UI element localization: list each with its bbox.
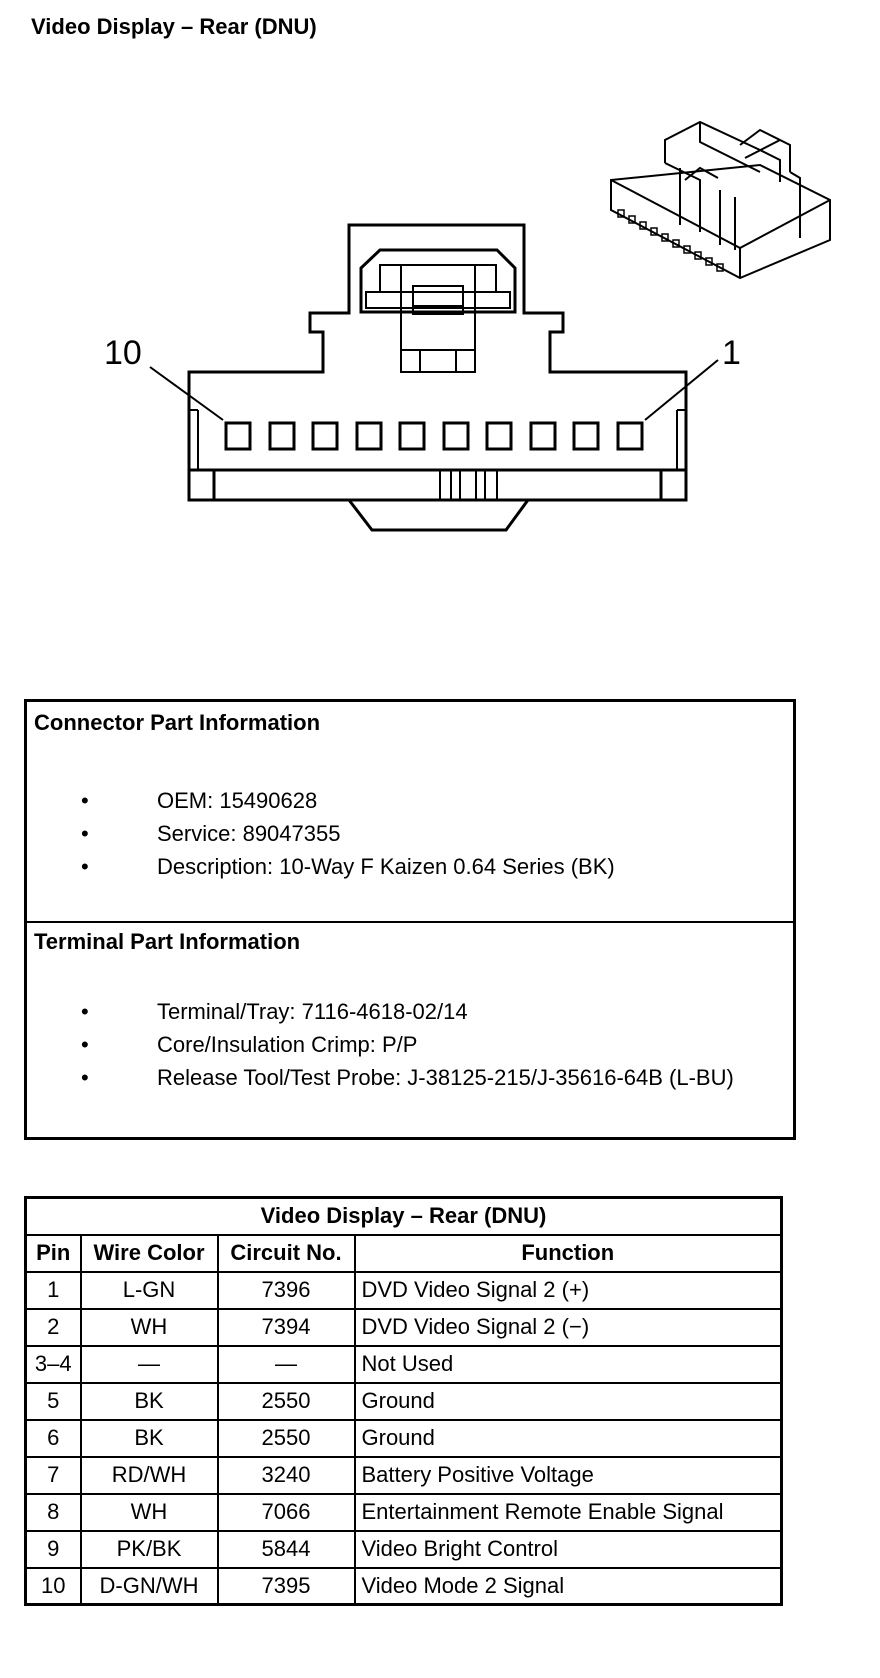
bullet-icon: • [81, 788, 89, 813]
cell-function: DVD Video Signal 2 (−) [355, 1309, 782, 1346]
column-header-circuit-no: Circuit No. [218, 1235, 355, 1272]
cell-function: Ground [355, 1420, 782, 1457]
bullet-icon: • [81, 1032, 89, 1057]
cell-wire-color: WH [81, 1309, 218, 1346]
cell-function: Ground [355, 1383, 782, 1420]
cell-pin: 1 [26, 1272, 81, 1309]
terminal-info-tool: Release Tool/Test Probe: J-38125-215/J-35616-64B (L-BU) [157, 1065, 734, 1090]
cell-wire-color: BK [81, 1420, 218, 1457]
terminal-info-crimp: Core/Insulation Crimp: P/P [157, 1032, 418, 1057]
connector-info-service: Service: 89047355 [157, 821, 341, 846]
cell-circuit-no: 7396 [218, 1272, 355, 1309]
part-information-box [24, 699, 796, 1140]
connector-info-description: Description: 10-Way F Kaizen 0.64 Series (BK) [157, 854, 615, 879]
cell-circuit-no: 5844 [218, 1531, 355, 1568]
page-title: Video Display – Rear (DNU) [31, 14, 317, 39]
cell-pin: 9 [26, 1531, 81, 1568]
column-header-wire-color: Wire Color [81, 1235, 218, 1272]
table-title-row [26, 1198, 782, 1235]
bullet-icon: • [81, 999, 89, 1024]
cell-function: Video Bright Control [355, 1531, 782, 1568]
cell-wire-color: BK [81, 1383, 218, 1420]
cell-circuit-no: 2550 [218, 1420, 355, 1457]
cavity-7 [357, 423, 381, 449]
table-row [26, 1494, 782, 1531]
pin-label-10: 10 [104, 334, 142, 372]
cavity-4 [487, 423, 511, 449]
table-row [26, 1568, 782, 1605]
bullet-icon: • [81, 821, 89, 846]
table-row [26, 1309, 782, 1346]
cavity-10 [226, 423, 250, 449]
cell-wire-color: RD/WH [81, 1457, 218, 1494]
cavity-1 [618, 423, 642, 449]
cell-function: Battery Positive Voltage [355, 1457, 782, 1494]
cell-function: Entertainment Remote Enable Signal [355, 1494, 782, 1531]
cell-wire-color: D-GN/WH [81, 1568, 218, 1605]
table-title: Video Display – Rear (DNU) [26, 1198, 782, 1235]
cell-pin: 5 [26, 1383, 81, 1420]
cavity-6 [400, 423, 424, 449]
cell-circuit-no: — [218, 1346, 355, 1383]
cell-function: Not Used [355, 1346, 782, 1383]
cavity-2 [574, 423, 598, 449]
cell-function: Video Mode 2 Signal [355, 1568, 782, 1605]
pin-label-1: 1 [722, 334, 741, 372]
column-header-pin: Pin [26, 1235, 81, 1272]
connector-face [189, 225, 686, 530]
cell-pin: 6 [26, 1420, 81, 1457]
cavity-8 [313, 423, 337, 449]
cell-pin: 10 [26, 1568, 81, 1605]
cell-circuit-no: 7395 [218, 1568, 355, 1605]
pinout-table-body [26, 1272, 782, 1605]
connector-info-oem: OEM: 15490628 [157, 788, 318, 813]
bullet-icon: • [81, 854, 89, 879]
cavity-9 [270, 423, 294, 449]
table-row [26, 1457, 782, 1494]
cell-pin: 8 [26, 1494, 81, 1531]
cell-pin: 2 [26, 1309, 81, 1346]
cell-wire-color: — [81, 1346, 218, 1383]
table-row [26, 1383, 782, 1420]
cell-circuit-no: 3240 [218, 1457, 355, 1494]
terminal-part-information [27, 921, 793, 1137]
cell-circuit-no: 7066 [218, 1494, 355, 1531]
leader-line-10 [150, 367, 223, 420]
pinout-table [24, 1196, 783, 1606]
cell-pin: 3–4 [26, 1346, 81, 1383]
cell-wire-color: L-GN [81, 1272, 218, 1309]
cavity-5 [444, 423, 468, 449]
connector-info-title: Connector Part Information [34, 710, 321, 735]
connector-isometric-illustration [611, 122, 830, 278]
column-header-function: Function [355, 1235, 782, 1272]
table-row [26, 1420, 782, 1457]
table-row [26, 1531, 782, 1568]
terminal-info-title: Terminal Part Information [34, 929, 301, 954]
cell-circuit-no: 2550 [218, 1383, 355, 1420]
connector-diagram [0, 0, 880, 640]
cell-function: DVD Video Signal 2 (+) [355, 1272, 782, 1309]
cell-wire-color: WH [81, 1494, 218, 1531]
table-row [26, 1272, 782, 1309]
cell-circuit-no: 7394 [218, 1309, 355, 1346]
table-header-row [26, 1235, 782, 1272]
connector-part-information [27, 702, 793, 923]
table-row [26, 1346, 782, 1383]
cell-wire-color: PK/BK [81, 1531, 218, 1568]
terminal-info-tray: Terminal/Tray: 7116-4618-02/14 [157, 999, 468, 1024]
cavity-3 [531, 423, 555, 449]
pin-cavities [226, 423, 642, 449]
bullet-icon: • [81, 1065, 89, 1090]
cell-pin: 7 [26, 1457, 81, 1494]
